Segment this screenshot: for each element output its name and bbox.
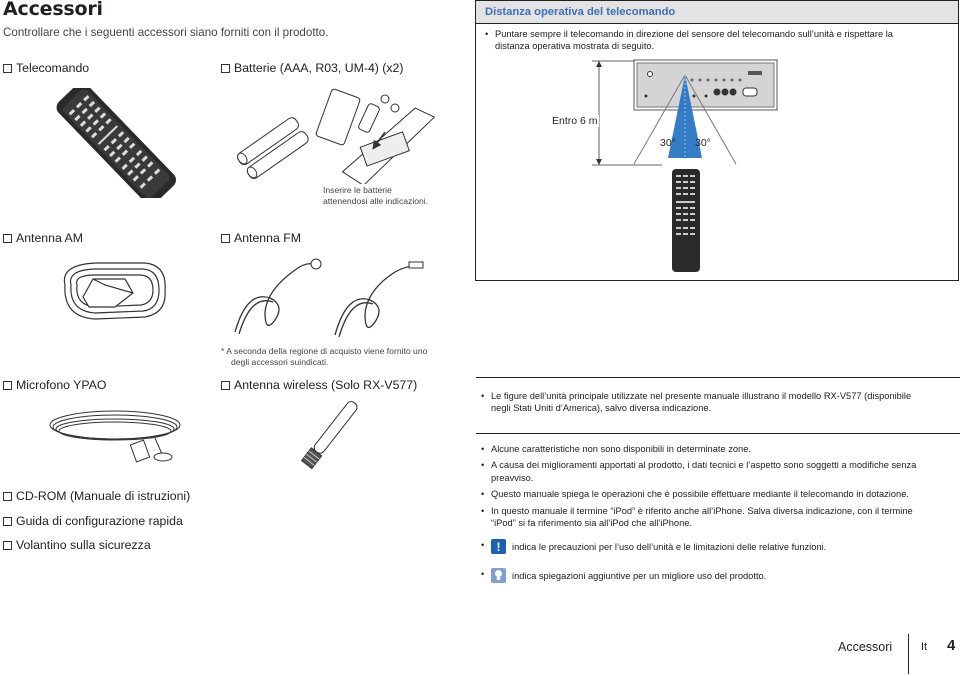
remote-range-panel — [475, 0, 959, 281]
note-bullet-1: • Alcune caratteristiche non sono disponibili in determinate zone. — [481, 443, 921, 455]
note-tip — [481, 568, 921, 583]
item-am-antenna-label: Antenna AM — [16, 231, 83, 245]
model-note-text: • Le figure dell’unità principale utilizzate nel presente manuale illustrano il modello RX-V577 (disponibile negli Stati Uniti d’America), salvo diversa indicazione. — [481, 390, 921, 415]
item-ypao-mic — [3, 378, 106, 392]
page-title: Accessori — [3, 0, 103, 20]
checkbox — [3, 517, 12, 526]
item-remote-label: Telecomando — [16, 61, 90, 75]
separator-middle — [476, 433, 960, 434]
model-note — [481, 390, 921, 415]
battery-caption — [323, 185, 428, 207]
range-diagram — [476, 1, 958, 280]
am-antenna-illustration — [55, 255, 175, 330]
note-bullet-4: • In questo manuale il termine “iPod” è riferito anche all’iPhone. Salva diversa indicazione, con il termine “iPod” si fa riferimento sia all’iPod che all’iPhone. — [481, 505, 921, 530]
item-cdrom-label: CD-ROM (Manuale di istruzioni) — [16, 489, 191, 503]
range-distance: Entro 6 m — [552, 115, 598, 127]
batteries-illustration — [225, 84, 440, 184]
caution-icon: • ! — [491, 539, 506, 554]
region-note — [221, 346, 427, 368]
note-bullet-3: • Questo manuale spiega le operazioni che è possibile effettuare mediante il telecomando in dotazione. — [481, 488, 921, 500]
item-remote — [3, 61, 89, 75]
checkbox — [3, 492, 12, 501]
item-quick-guide — [3, 514, 183, 528]
item-safety — [3, 538, 151, 552]
footer-lang: It — [921, 641, 928, 653]
separator-top — [476, 377, 960, 378]
panel-title: Distanza operativa del telecomando — [476, 1, 958, 24]
item-am-antenna — [3, 231, 83, 245]
footer-divider — [908, 634, 909, 674]
remote-illustration — [55, 88, 180, 198]
notes-list — [481, 443, 921, 583]
note-bullet-2: • A causa dei miglioramenti apportati al prodotto, i dati tecnici e l’aspetto sono soggetti a modifiche senza preavviso. — [481, 459, 921, 484]
battery-caption-line-1: Inserire le batterie — [323, 185, 392, 195]
item-batteries-label: Batterie (AAA, R03, UM-4) (x2) — [234, 61, 404, 75]
range-angle-right: 30° — [695, 137, 711, 149]
footer-section: Accessori — [838, 640, 893, 654]
checkbox — [221, 381, 230, 390]
checkbox — [3, 541, 12, 550]
checkbox — [3, 381, 12, 390]
item-fm-antenna-label: Antenna FM — [234, 231, 301, 245]
item-cdrom — [3, 489, 190, 503]
footer-page-number: 4 — [947, 637, 956, 654]
battery-caption-line-2: attenendosi alle indicazioni. — [323, 196, 429, 206]
note-caution-text: indica le precauzioni per l’uso dell’unità e le limitazioni delle relative funzioni. — [512, 541, 827, 552]
checkbox — [221, 234, 230, 243]
checkbox — [3, 64, 12, 73]
region-note-line-1: * A seconda della regione di acquisto viene fornito uno — [221, 346, 428, 356]
region-note-line-2: degli accessori suindicati. — [231, 357, 329, 367]
ypao-mic-illustration — [40, 400, 190, 470]
fm-antenna-illustration — [225, 250, 440, 342]
panel-bullet: • Puntare sempre il telecomando in direzione del sensore del telecomando sull’unità e rispettare la distanza operativa mostrata di seguito. — [485, 28, 905, 53]
page-intro: Controllare che i seguenti accessori siano forniti con il prodotto. — [3, 26, 329, 39]
item-wireless-antenna-label: Antenna wireless (Solo RX-V577) — [234, 378, 418, 392]
lightbulb-icon — [491, 568, 506, 583]
item-quick-guide-label: Guida di configurazione rapida — [16, 514, 183, 528]
item-safety-label: Volantino sulla sicurezza — [16, 538, 151, 552]
checkbox — [3, 234, 12, 243]
range-angle-left: 30° — [660, 137, 676, 149]
checkbox — [221, 64, 230, 73]
item-batteries — [221, 61, 403, 75]
wireless-antenna-illustration — [288, 396, 368, 481]
item-wireless-antenna — [221, 378, 417, 392]
item-fm-antenna — [221, 231, 301, 245]
note-caution — [481, 539, 921, 554]
item-ypao-mic-label: Microfono YPAO — [16, 378, 107, 392]
note-tip-text: • indica spiegazioni aggiuntive per un migliore uso del prodotto. — [512, 570, 767, 581]
